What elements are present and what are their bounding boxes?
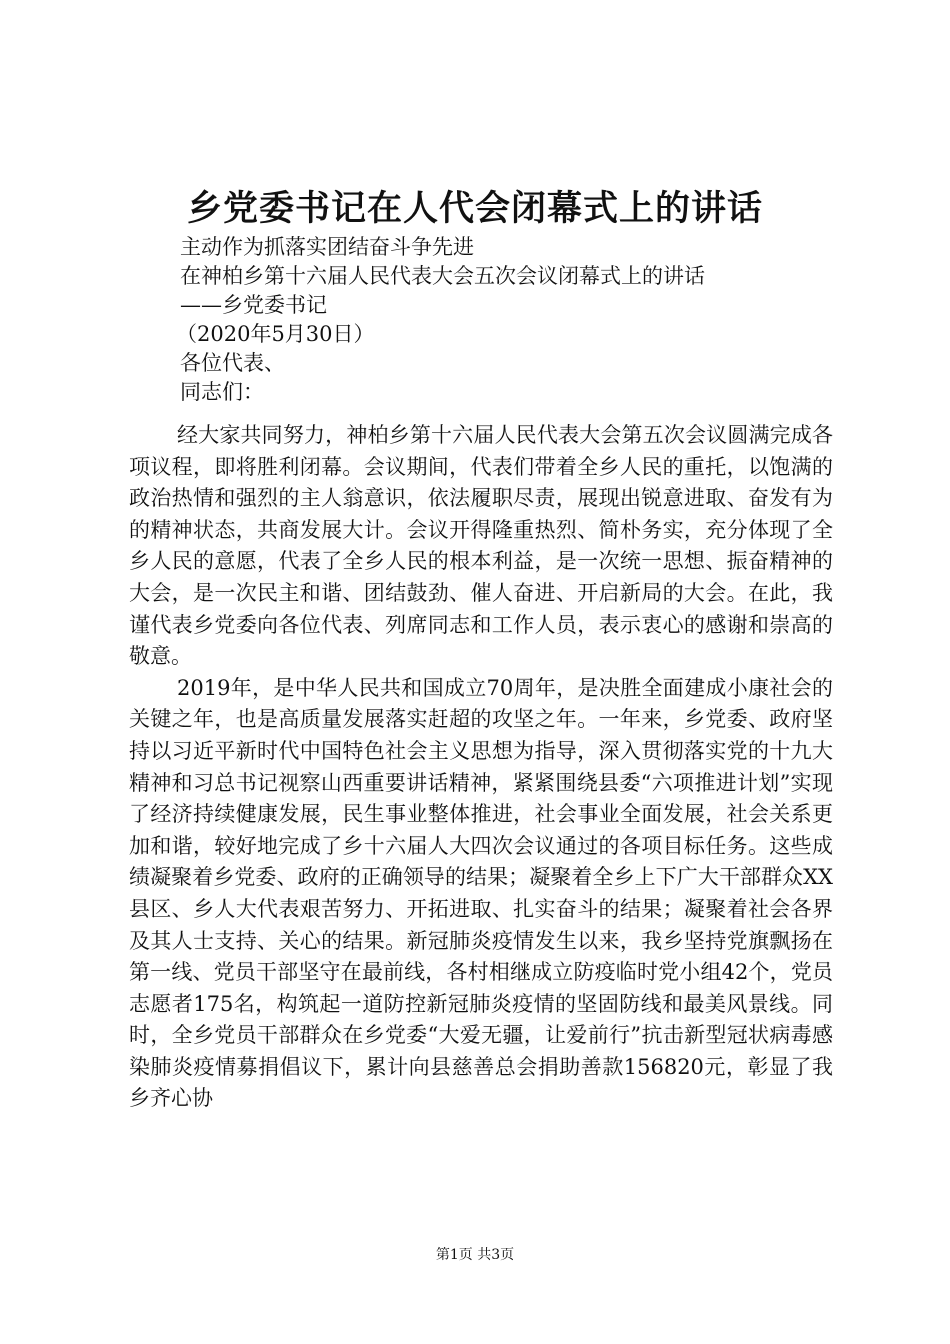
paragraph-review-2019: 2019年，是中华人民共和国成立70周年，是决胜全面建成小康社会的关键之年，也是高质量发展落实赶超的攻坚之年。一年来，乡党委、政府坚持以习近平新时代中国特色社会主义思想为指导，深入贯彻落实党的十九大精神和习总书记视察山西重要讲话精神，紧紧围绕县委“六项推进计划”实现了经济持续健康发展，民生事业整体推进，社会事业全面发展，社会关系更加和谐，较好地完成了乡十六届人大四次会议通过的各项目标任务。这些成绩凝聚着乡党委、政府的正确领导的结果；凝聚着全乡上下广大干部群众XX县区、乡人大代表艰苦努力、开拓进取、扎实奋斗的结果；凝聚着社会各界及其人士支持、关心的结果。新冠肺炎疫情发生以来，我乡坚持党旗飘扬在第一线、党员干部坚守在最前线，各村相继成立防疫临时党小组42个，党员志愿者175名，构筑起一道防控新冠肺炎疫情的坚固防线和最美风景线。同时，全乡党员干部群众在乡党委“大爱无疆，让爱前行”抗击新型冠状病毒感染肺炎疫情募捐倡议下，累计向县慈善总会捐助善款156820元，彰显了我乡齐心协 [129, 675, 833, 1111]
speech-header [176, 233, 840, 407]
speech-body [129, 420, 833, 1115]
speech-occasion: 在神柏乡第十六届人民代表大会五次会议闭幕式上的讲话 [180, 264, 705, 288]
paragraph-opening: 经大家共同努力，神柏乡第十六届人民代表大会第五次会议圆满完成各项议程，即将胜利闭幕。会议期间，代表们带着全乡人民的重托，以饱满的政治热情和强烈的主人翁意识，依法履职尽责，展现出锐意进取、奋发有为的精神状态，共商发展大计。会议开得隆重热烈、简朴务实，充分体现了全乡人民的意愿，代表了全乡人民的根本利益，是一次统一思想、振奋精神的大会，是一次民主和谐、团结鼓劲、催人奋进、开启新局的大会。在此，我谨代表乡党委向各位代表、列席同志和工作人员，表示衷心的感谢和崇高的敬意。 [129, 423, 833, 669]
page-number: 第1页 共3页 [435, 1247, 515, 1263]
salutation-delegates: 各位代表、 [180, 351, 285, 375]
document-title: 乡党委书记在人代会闭幕式上的讲话 [186, 189, 763, 229]
salutation-comrades: 同志们： [180, 380, 264, 404]
speaker-line: ——乡党委书记 [180, 293, 327, 317]
speech-subtitle: 主动作为抓落实团结奋斗争先进 [180, 235, 474, 259]
speech-date: （2020年5月30日） [176, 322, 375, 346]
